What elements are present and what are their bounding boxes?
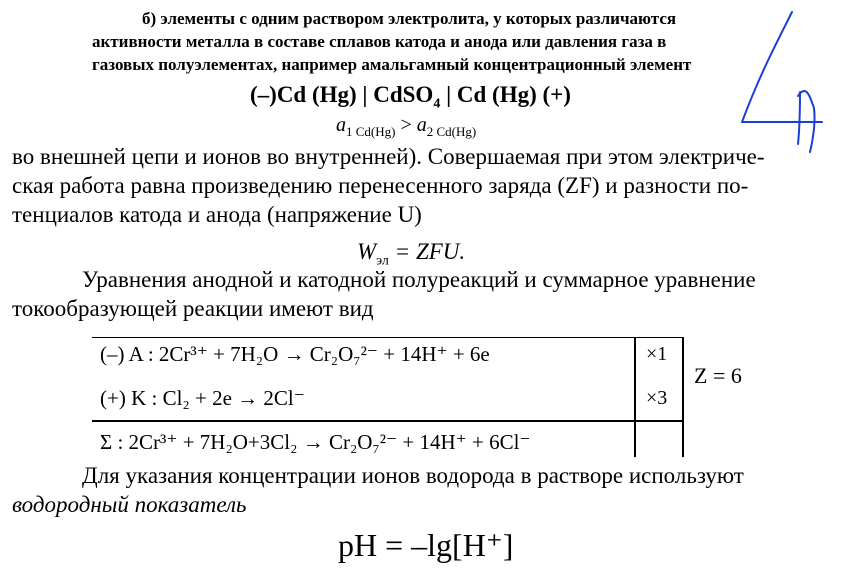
work-sub: эл [376, 253, 389, 269]
ph-term-text: водородный показатель [12, 492, 247, 517]
handwritten-four-mark [730, 4, 858, 154]
cd-cell-text: (–)Cd (Hg) | CdSO [250, 82, 434, 107]
activity-a2-sub: 2 Cd(Hg) [426, 124, 477, 139]
intro-line-2: активности металла в составе сплавов катода и анода или давления газа в [92, 32, 667, 51]
para3-line-1: Для указания концентрации ионов водорода в растворе используют [82, 463, 744, 488]
activity-gt: > [395, 114, 417, 136]
para2-line-1: Уравнения анодной и катодной полуреакций и суммарное уравнение [82, 267, 756, 292]
table-top-rule [92, 337, 682, 338]
table-vline-2 [682, 337, 684, 457]
work-W: W [357, 239, 377, 264]
table-mid-rule [92, 420, 682, 422]
intro-line-3: газовых полуэлементах, например амальгамный концентрационный элемент [92, 55, 692, 74]
activity-a1-sub: 1 Cd(Hg) [346, 124, 396, 139]
work-rhs: = ZFU. [388, 239, 466, 264]
para2-line-2: токообразующей реакции имеют вид [12, 296, 374, 321]
activity-inequality [336, 114, 476, 140]
ph-term [12, 491, 246, 519]
activity-a1: a [336, 114, 346, 136]
mult-anode: ×1 [646, 343, 668, 365]
para-line-1: во внешней цепи и ионов во внутренней). Совершаемая при этом электриче- [12, 144, 765, 169]
reaction-sum: Σ : 2Cr³⁺ + 7H₂O+3Cl₂ → Cr₂O₇²⁻ + 14H⁺ + 6Cl⁻ [100, 430, 531, 454]
cd-cell-sub: 4 [433, 96, 441, 112]
intro-line-1: б) элементы с одним раствором электролита, у которых различаются [142, 9, 677, 28]
para-line-2: ская работа равна произведению перенесенного заряда (ZF) и разности по- [12, 173, 749, 198]
cd-cell-formula [250, 82, 571, 113]
para-line-3: тенциалов катода и анода (напряжение U) [12, 202, 422, 227]
reaction-cathode: (+) K : Cl₂ + 2e → 2Cl⁻ [100, 386, 305, 410]
cd-cell-tail: | Cd (Hg) (+) [440, 82, 571, 107]
table-vline-1 [634, 337, 636, 457]
mult-cathode: ×3 [646, 387, 668, 409]
reaction-anode: (–) A : 2Cr³⁺ + 7H₂O → Cr₂O₇²⁻ + 14H⁺ + 6e [100, 342, 490, 366]
z-value: Z = 6 [694, 363, 742, 388]
ph-formula: pH = –lg[H⁺] [338, 527, 514, 563]
activity-a2: a [416, 114, 427, 136]
